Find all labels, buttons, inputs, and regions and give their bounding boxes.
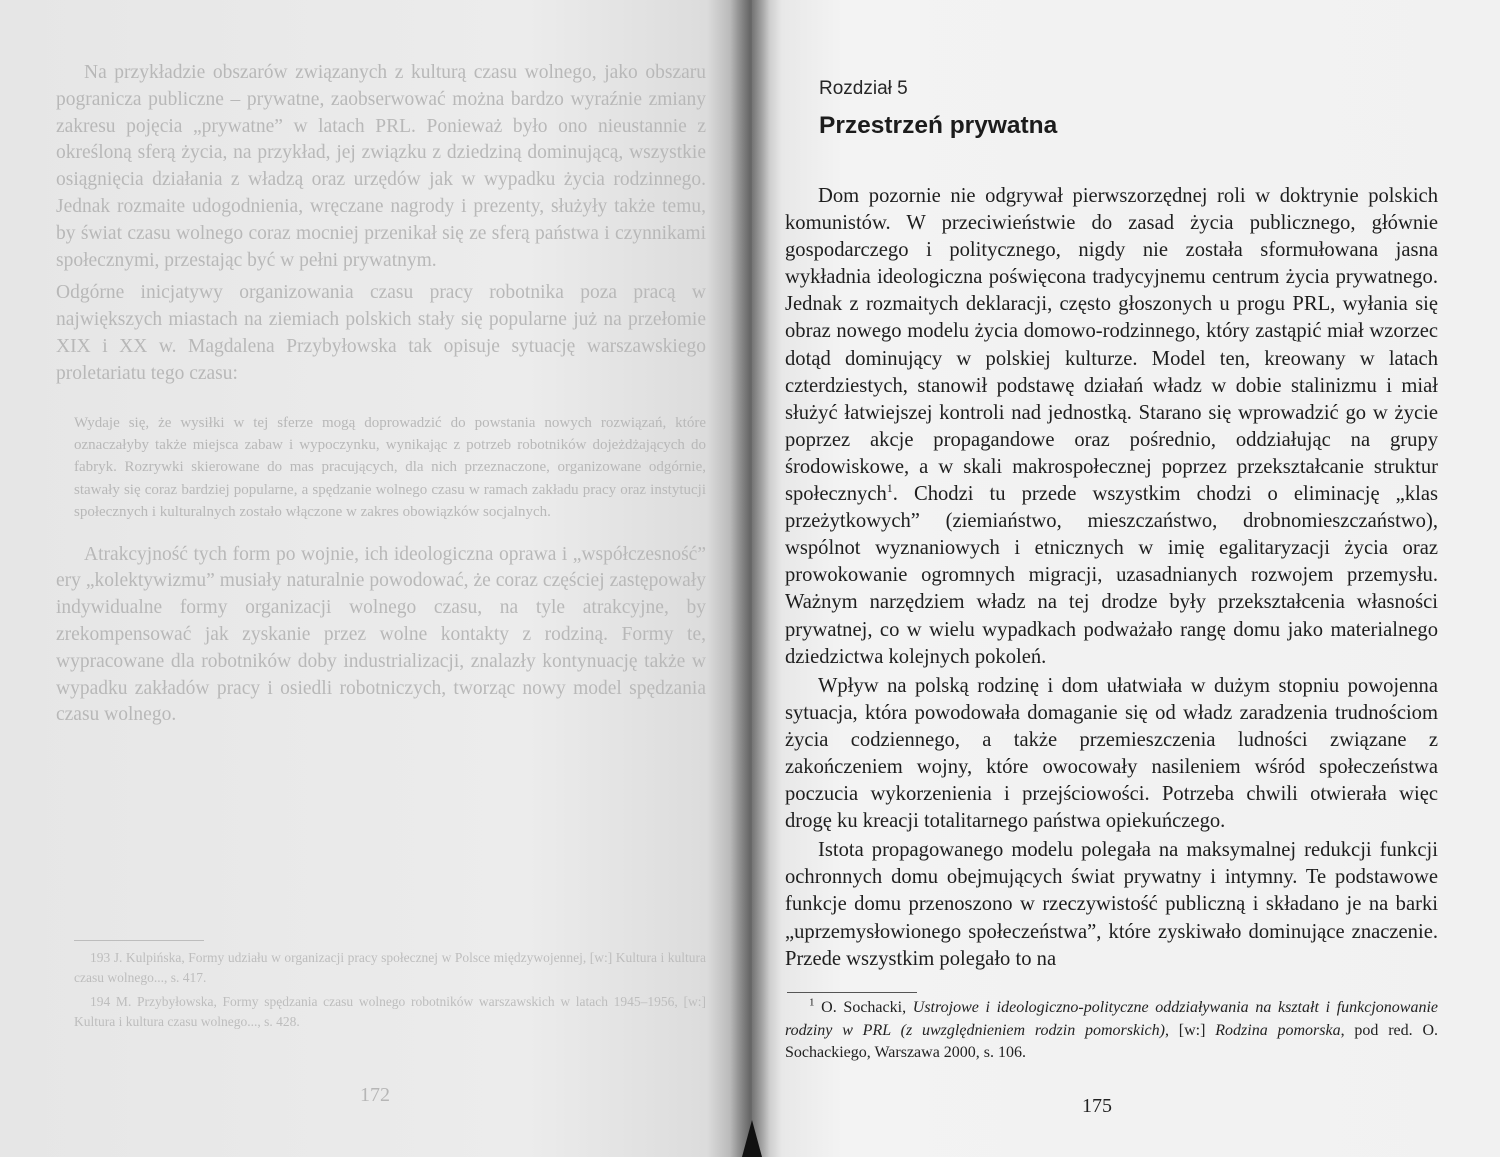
left-footnote: 193 J. Kulpińska, Formy udziału w organizacji pracy społecznej w Polsce międzywojennej, [w:] Kultura i kultura czasu wolnego..., s. 417. — [74, 950, 706, 985]
footnote-details: , pod red. O. Sochackiego, Warszawa 2000, s. 106. — [785, 1021, 1439, 1061]
footnote-connector: , [w:] — [1164, 1021, 1216, 1039]
left-paragraph: Atrakcyjność tych form po wojnie, ich ideologiczna oprawa i „współczesność” ery „kolektywizmu” musiały naturalnie powodować, że coraz częściej zastępowały indywidualne formy organizacji wolnego czasu, na tyle atrakcyjne, by zrekompensować jak zyskanie przez wolne kontakty z rodziną. Formy te, wypracowane dla robotników doby industrializacji, znalazły kontynuację także w wypadku zakładów pracy i osiedli robotniczych, tworząc nowy model spędzania czasu wolnego. — [56, 543, 706, 726]
footnote-title: Ustrojowe i ideologiczno-polityczne oddziaływania na kształt i funkcjonowanie rodziny w PRL (z uwzględnieniem rodzin pomorskich) — [785, 999, 1439, 1039]
footnote-book: Rodzina pomorska — [1215, 1021, 1341, 1039]
footnote-rule — [787, 992, 917, 993]
chapter-title: Przestrzeń prywatna — [819, 112, 1058, 139]
left-footnotes — [74, 948, 706, 1036]
footnote-reference: 1 — [886, 481, 893, 496]
left-footnote: 194 M. Przybyłowska, Formy spędzania czasu wolnego robotników warszawskich w latach 1945–1956, [w:] Kultura i kultura czasu wolnego..., s. 428. — [74, 994, 706, 1029]
footnote — [785, 997, 1438, 1065]
body-paragraph — [785, 183, 1438, 671]
left-paragraph: Odgórne inicjatywy organizowania czasu pracy robotnika poza pracą w największych miastach na ziemiach polskich stały się popularne już na przełomie XIX i XX w. Magdalena Przybyłowska tak opisuje sytuację warszawskiego proletariatu tego czasu: — [56, 282, 706, 384]
body-paragraph: Istota propagowanego modelu polegała na maksymalnej redukcji funkcji ochronnych domu obejmujących świat prywatny i intymny. Te podstawowe funkcje domu przenoszono w rzeczywistość publiczną i składano je na barki „uprzemysłowionego społeczeństwa”, które zyskiwało dominujące znaczenie. Przede wszystkim polegało to na — [785, 839, 1438, 970]
footnote-text — [785, 997, 1438, 1065]
left-footnote-rule — [74, 940, 204, 941]
body-paragraph: Wpływ na polską rodzinę i dom ułatwiała w dużym stopniu powojenna sytuacja, która powodowała domaganie się od władz zaradzenia trudnościom życia codziennego, a także przemieszczenia ludności związane z zakończeniem wojny, które owocowały nasileniem wśród społeczeństwa poczucia wykorzenienia i przejściowości. Potrzeba chwili otwierała więc drogę ku kreacji totalitarnego państwa opiekuńczego. — [785, 674, 1438, 833]
left-page-text — [56, 60, 706, 729]
chapter-body — [785, 183, 1438, 973]
footnote-author: O. Sochacki, — [814, 999, 913, 1016]
left-block-quote: Wydaje się, że wysiłki w tej sferze mogą doprowadzić do powstania nowych rozwiązań, które oznaczałyby także miejsca zabaw i wypoczynku, wynikając z potrzeb robotników dojeżdżających do fabryk. Rozrywki skierowane do mas pracujących, dla nich przeznaczone, organizowane odgórnie, stawały się coraz bardziej popularne, a spędzanie wolnego czasu w ramach zakładu pracy oraz instytucji społecznych i kulturalnych zostało włączone w zakres obowiązków socjalnych. — [74, 414, 706, 521]
left-paragraph: Na przykładzie obszarów związanych z kulturą czasu wolnego, jako obszaru pogranicza publiczne – prywatne, zaobserwować można bardzo wyraźnie zmiany zakresu pojęcia „prywatne” w latach PRL. Ponieważ było ono nieustannie z określoną sferą życia, na przykład, jej związku z dziedziną dominującą, wszystkie osiągnięcia działania z władzą oraz urzędów jak w wypadku życia rodzinnego. Jednak rozmaite udogodnienia, wręczane nagrody i prezenty, służyły także temu, by świat czasu wolnego coraz mocniej przenikał się ze sferą państwa i czynnikami społecznymi, przestając być w pełni prywatnym. — [56, 62, 706, 271]
left-page-number: 172 — [360, 1084, 390, 1106]
chapter-label: Rozdział 5 — [819, 78, 908, 99]
footnote-number: 1 — [809, 996, 815, 1009]
body-text-span: Dom pozornie nie odgrywał pierwszorzędnej roli w doktrynie polskich komunistów. W przeciwieństwie do zasad życia publicznego, głównie gospodarczego i politycznego, nigdy nie została sformułowana jasna wykładnia ideologiczna poświęcona tradycyjnemu centrum życia prywatnego. Jednak z rozmaitych deklaracji, często głoszonych u progu PRL, wyłania się obraz nowego modelu życia domowo-rodzinnego, który zastąpić miał wzorzec dotąd dominujący w polskiej kulturze. Model ten, kreowany w latach czterdziestych, stanowił podstawę działań władz w dobie stalinizmu i miał służyć łatwiejszej kontroli nad jednostką. Starano się wprowadzić go w życie poprzez akcje propagandowe oraz pośrednio, oddziałując na grupy środowiskowe, a w skali makrospołecznej poprzez przekształcanie struktur społecznych — [785, 185, 1438, 506]
page-number: 175 — [1082, 1095, 1112, 1117]
right-page — [752, 0, 1500, 1157]
book-gutter-shadow — [730, 0, 770, 1157]
body-text-span: . Chodzi tu przede wszystkim chodzi o eliminację „klas przeżytkowych” (ziemiaństwo, mieszczaństwo, drobnomieszczaństwo), wspólnot wyznaniowych i etnicznych w imię egalitaryzacji życia oraz prowokowanie ogromnych migracji, uzasadnianych rozwojem przemysłu. Ważnym narzędziem władz na tej drodze były przekształcenia własności prywatnej, co w wielu wypadkach podważało rangę domu jako materialnego dziedzictwa kolejnych pokoleń. — [785, 483, 1438, 668]
